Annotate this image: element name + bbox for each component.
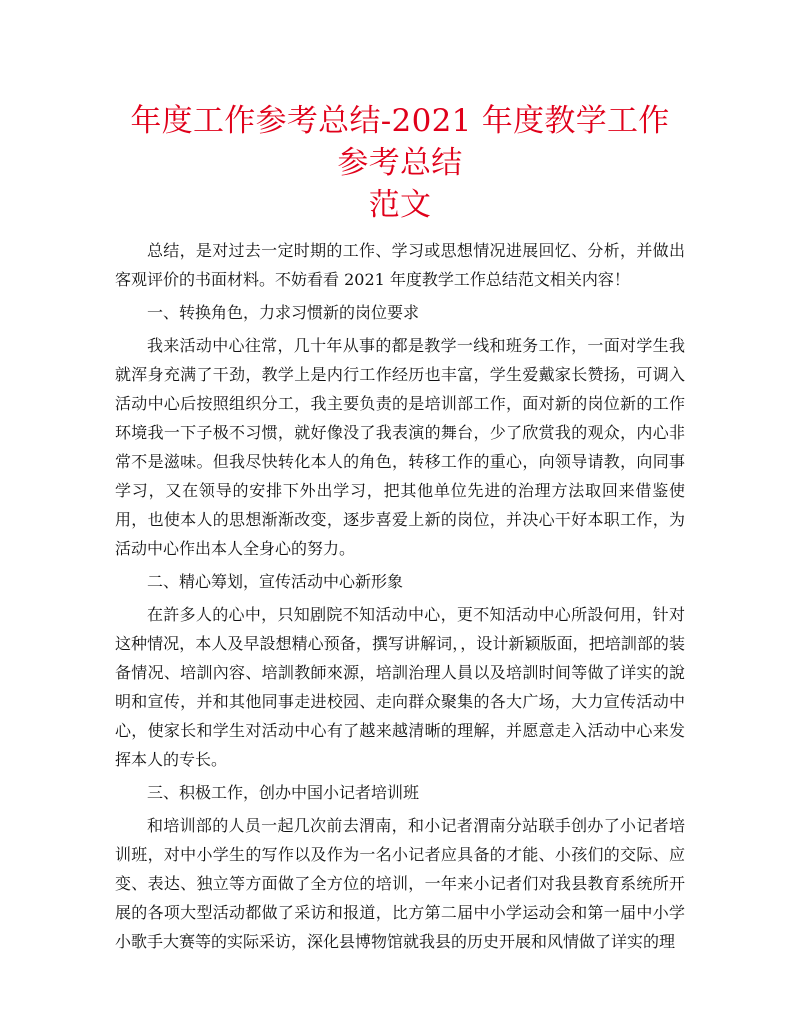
section-heading-3: 三、积极工作，创办中国小记者培训班: [147, 783, 420, 802]
section-body-3: 和培训部的人员一起几次前去渭南，和小记者渭南分站联手创办了小记者培训班，对中小学生的写作以及作为一名小记者应具备的才能、小孩们的交际、应变、表达、独立等方面做了全方位的培训，一年来小记者们对我县教育系统所开展的各项大型活动都做了采访和报道，比方第二届中小学运动会和第一届中小学小歌手大赛等的实际采访，深化县博物馆就我县的历史开展和风情做了详实的理: [115, 816, 685, 951]
section-heading-2: 二、精心筹划，宣传活动中心新形象: [147, 572, 404, 591]
title-line-2: 范文: [368, 187, 432, 223]
section-body-2: 在許多人的心中，只知剧院不知活动中心，更不知活动中心所設何用，针对这种情况，本人及早設想精心预备，撰写讲解词，，设计新颖版面，把培訓部的装备情况、培訓內容、培訓教師來源，培訓治理人員以及培訓时间等做了详实的說明和宣传，并和其他同事走进校园、走向群众聚集的各大广场，大力宣传活动中心，使家长和学生对活动中心有了越来越清晰的理解，并愿意走入活动中心来发挥本人的专长。: [115, 605, 685, 769]
intro-paragraph: 总结，是对过去一定时期的工作、学习或思想情况进展回忆、分析，并做出客观评价的书面材料。不妨看看 2021 年度教学工作总结范文相关内容！: [115, 241, 685, 289]
title-line-1: 年度工作参考总结-2021 年度教学工作参考总结: [130, 103, 670, 181]
section-heading-1: 一、转换角色，力求习惯新的岗位要求: [147, 303, 420, 322]
document-title: [115, 100, 685, 226]
section-body-1: 我来活动中心往常，几十年从事的都是教学一线和班务工作，一面对学生我就浑身充满了干劲，教学上是内行工作经历也丰富，学生爱戴家长赞扬，可调入活动中心后按照组织分工，我主要负责的是培训部工作，面对新的岗位新的工作环境我一下子极不习惯，就好像没了我表演的舞台，少了欣赏我的观众，内心非常不是滋味。但我尽快转化本人的角色，转移工作的重心，向领导请教，向同事学习，又在领导的安排下外出学习，把其他单位先进的治理方法取回来借鉴使用，也使本人的思想渐渐改变，逐步喜爱上新的岗位，并决心干好本职工作，为活动中心作出本人全身心的努力。: [115, 336, 685, 558]
